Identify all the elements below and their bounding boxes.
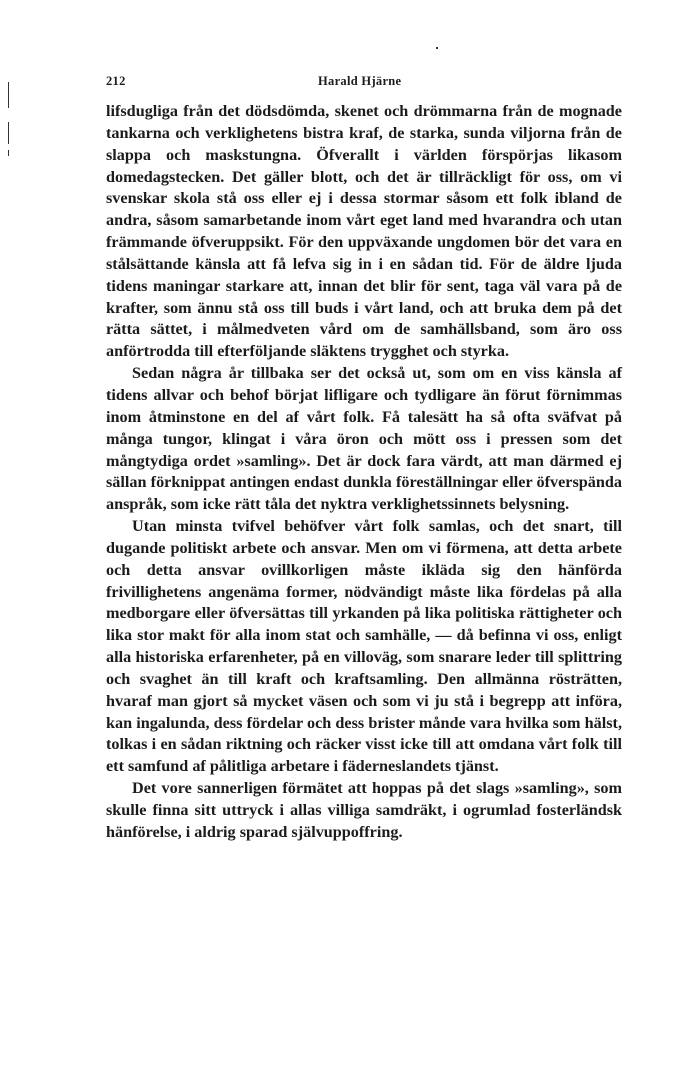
paragraph: Utan minsta tvifvel behöfver vårt folk samlas, och det snart, till dugande politiskt arbete och ansvar. Men om vi förmena, att detta arbete och detta ansvar ovillkorligen måste ikläda sig den hänförda frivillighetens angenäma former, nödvändigt måste lika fördelas på alla medborgare eller öfversättas till yrkanden på lika politiska rättigheter och lika stor makt för alla inom stat och samhälle, — då befinna vi oss, enligt alla historiska erfarenheter, på en villoväg, som snarare leder till splittring och svaghet än till kraft och kraftsamling. Den allmänna rösträtten, hvaraf man gjort så mycket väsen och som vi ju stå i begrepp att införa, kan ingalunda, dess fördelar och dess brister månde vara hvilka som hälst, tolkas i en sådan riktning och räcker visst icke till att omdana vårt folk till ett samfund af pålitliga arbetare i fäderneslandets tjänst. xyxy=(106,517,622,776)
page-number: 212 xyxy=(106,74,126,88)
scan-dust-speck xyxy=(436,47,438,49)
paragraph: lifsdugliga från det dödsdömda, skenet och drömmarna från de mognade tankarna och verklighetens bistra kraf, de starka, sunda viljorna från de slappa och maskstungna. Öfverallt i världen förspörjas likasom domedagstecken. Det gäller blott, och det är tillräckligt för oss, om vi svenskar skola stå oss eller ej i dessa stormar såsom ett folk ibland de andra, såsom samarbetande inom vårt eget land med hvarandra och utan främmande öfveruppsikt. För den uppväxande ungdomen bör det vara en stålsättande känsla att få lefva sig in i en sådan tid. För de äldre ljuda tidens maningar starkare att, innan det blir för sent, taga väl vara på de krafter, som ännu stå oss till buds i vårt land, och att bruka dem på det rätta sättet, i målmedveten vård om de samhällsband, som äro oss anförtrodda till efterföljande släktens trygghet och styrka. xyxy=(106,102,622,361)
running-head-author: Harald Hjärne xyxy=(318,74,402,88)
paragraph: Sedan några år tillbaka ser det också ut, som om en viss känsla af tidens allvar och behof börjat lifligare och tydligare än förut förnimmas inom åtminstone en del af vårt folk. Få talesätt ha så ofta sväfvat på många tungor, klingat i våra öron och mött oss i pressen som det mångtydiga ordet »samling». Det är dock fara värdt, att man därmed ej sällan förknippat antingen endast dunkla föreställningar eller öfverspända anspråk, som icke rätt tåla det nyktra verklighetssinnets belysning. xyxy=(106,364,622,514)
scan-edge-mark xyxy=(8,122,9,144)
scan-edge-mark xyxy=(8,82,9,108)
body-text xyxy=(106,101,622,844)
paragraph: Det vore sannerligen förmätet att hoppas på det slags »samling», som skulle finna sitt uttryck i allas villiga samdräkt, i ogrumlad fosterländsk hänförelse, i aldrig sparad självuppoffring. xyxy=(106,779,622,841)
running-head xyxy=(106,74,622,90)
scan-edge-mark xyxy=(8,150,9,156)
